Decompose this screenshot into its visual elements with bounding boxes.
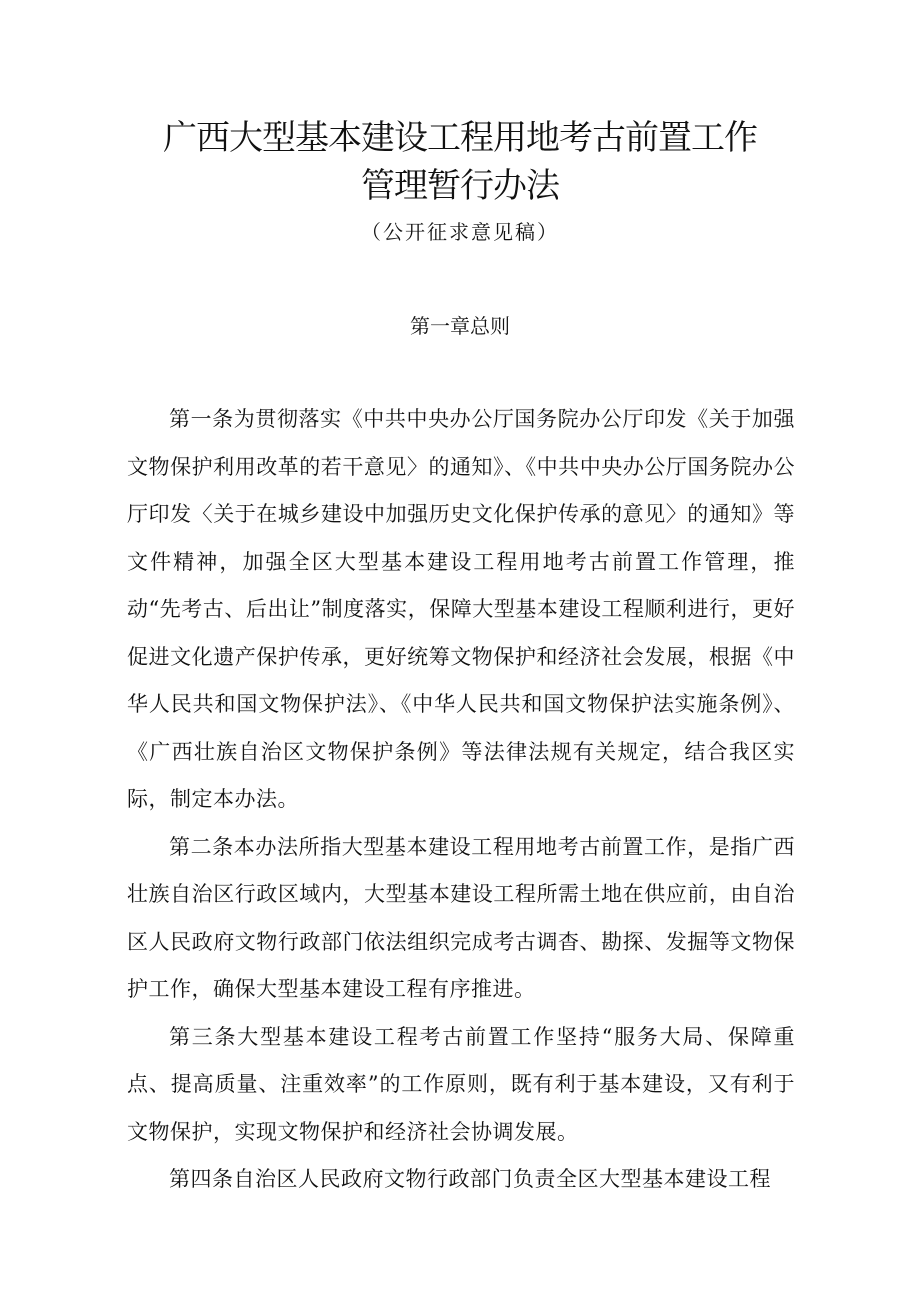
document-body (127, 396, 795, 1204)
article-2-paragraph: 第二条本办法所指大型基本建设工程用地考古前置工作，是指广西壮族自治区行政区域内，大型基本建设工程所需土地在供应前，由自治区人民政府文物行政部门依法组织完成考古调杳、勘探、发掘等文物保护工作，确保大型基本建设工程有序推进。 (127, 834, 795, 1001)
document-title-line-2: 管理暂行办法 (361, 166, 559, 206)
chapter-heading: 第一章总则 (410, 314, 510, 338)
document-subtitle: （公开征求意见稿） (361, 220, 559, 244)
article-3-paragraph: 第三条大型基本建设工程考古前置工作坚持“服务大局、保障重点、提高质量、注重效率”的工作原则，既有利于基本建设，又有利于文物保护，实现文物保护和经济社会协调发展。 (127, 1024, 795, 1144)
article-4-paragraph: 第四条自治区人民政府文物行政部门负责全区大型基本建设工程 (169, 1167, 771, 1191)
document-title-line-1: 广西大型基本建设工程用地考古前置工作 (163, 118, 757, 158)
article-1-paragraph: 第一条为贯彻落实《中共中央办公厅国务院办公厅印发《关于加强文物保护利用改革的若干意见〉的通知》、《中共中央办公厅国务院办公厅印发〈关于在城乡建设中加强历史文化保护传承的意见〉的通知》等文件精神，加强全区大型基本建设工程用地考古前置工作管理，推动“先考古、后出让”制度落实，保障大型基本建设工程顺利进行，更好促进文化遗产保护传承，更好统筹文物保护和经济社会发展，根据《中华人民共和国文物保护法》、《中华人民共和国文物保护法实施条例》、《广西壮族自治区文物保护条例》等法律法规有关规定，结合我区实际，制定本办法。 (127, 407, 795, 811)
